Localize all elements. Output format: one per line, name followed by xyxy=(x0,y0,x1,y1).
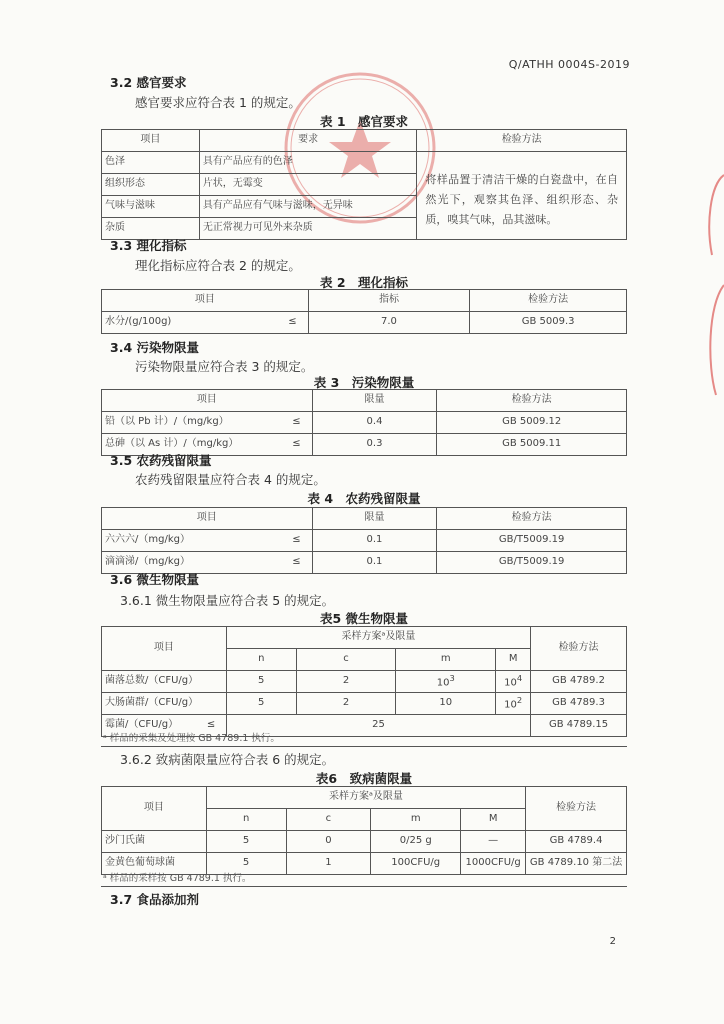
table-caption: 表6 致病菌限量 xyxy=(315,771,413,786)
table-cell: GB 4789.4 xyxy=(526,831,627,853)
table-cell: ≤ xyxy=(277,312,308,334)
table-cell: 将样品置于清洁干燥的白瓷盘中，在自然光下，观察其色泽、组织形态、杂质，嗅其气味，品其滋味。 xyxy=(417,152,627,240)
table-cell: 滴滴涕/（mg/kg） xyxy=(102,552,282,574)
table-header: c xyxy=(286,809,371,831)
page-number: 2 xyxy=(609,936,616,947)
table-cell: 25 xyxy=(226,715,530,737)
table-cell: GB 5009.11 xyxy=(437,434,627,456)
table-cell: $10^4$ xyxy=(496,671,531,693)
microbial-table xyxy=(101,626,627,737)
table-header: 检验方法 xyxy=(417,130,627,152)
table-cell: — xyxy=(461,831,526,853)
table-cell: 2 xyxy=(296,693,396,715)
table-header: 项目 xyxy=(102,130,200,152)
table-caption: 表 3 污染物限量 xyxy=(313,375,415,390)
table-cell: GB 4789.15 xyxy=(531,715,627,737)
table-header: n xyxy=(226,649,296,671)
table-cell: 10 xyxy=(396,693,496,715)
table-header: 检验方法 xyxy=(470,290,627,312)
table-cell: GB 4789.3 xyxy=(531,693,627,715)
footnote-rule xyxy=(101,886,627,887)
table-header: n xyxy=(206,809,286,831)
table-header: M xyxy=(496,649,531,671)
paragraph: 3.6.1 微生物限量应符合表 5 的规定。 xyxy=(120,593,335,608)
sensory-table xyxy=(101,129,627,240)
table-header: 限量 xyxy=(312,390,437,412)
table-header: 指标 xyxy=(308,290,470,312)
paragraph: 污染物限量应符合表 3 的规定。 xyxy=(135,359,314,374)
table-cell: GB 4789.2 xyxy=(531,671,627,693)
table-cell: 1000CFU/g xyxy=(461,853,526,875)
table-cell: $10^3$ xyxy=(396,671,496,693)
table-cell: 组织形态 xyxy=(102,174,200,196)
table-header: m xyxy=(371,809,461,831)
table-header: c xyxy=(296,649,396,671)
table-cell: 菌落总数/（CFU/g） xyxy=(102,671,227,693)
table-cell: 气味与滋味 xyxy=(102,196,200,218)
table-cell: 0/25 g xyxy=(371,831,461,853)
adjacent-page-seal-fragment xyxy=(702,165,724,415)
table-cell: GB/T5009.19 xyxy=(437,530,627,552)
table-cell: 金黄色葡萄球菌 xyxy=(102,853,207,875)
table-header: 项目 xyxy=(102,627,227,671)
table-header: M xyxy=(461,809,526,831)
table-header: 限量 xyxy=(312,508,437,530)
table-header: 项目 xyxy=(102,508,313,530)
table-cell: ≤ xyxy=(281,434,312,456)
table-cell: $10^2$ xyxy=(496,693,531,715)
table-header: 检验方法 xyxy=(437,390,627,412)
table-caption: 表5 微生物限量 xyxy=(319,611,409,626)
table-cell: 大肠菌群/（CFU/g） xyxy=(102,693,227,715)
table-header: 检验方法 xyxy=(531,627,627,671)
paragraph: 理化指标应符合表 2 的规定。 xyxy=(135,258,301,273)
footnote-rule xyxy=(101,746,627,747)
contaminant-table xyxy=(101,389,627,456)
doc-code: Q/ATHH 0004S-2019 xyxy=(508,58,630,71)
table-cell: 7.0 xyxy=(308,312,470,334)
paragraph: 3.6.2 致病菌限量应符合表 6 的规定。 xyxy=(120,752,335,767)
table-footnote: ᵃ 样品的采样按 GB 4789.1 执行。 xyxy=(103,873,252,884)
table-caption: 表 2 理化指标 xyxy=(319,275,409,290)
table-cell: 2 xyxy=(296,671,396,693)
table-caption: 表 4 农药残留限量 xyxy=(307,491,421,506)
table-cell: 5 xyxy=(206,853,286,875)
section-heading: 3.4 污染物限量 xyxy=(110,340,199,355)
table-cell: ≤ xyxy=(196,715,226,737)
table-cell: 具有产品应有气味与滋味，无异味 xyxy=(199,196,417,218)
table-cell: 霉菌/（CFU/g） xyxy=(102,715,197,737)
table-cell: ≤ xyxy=(281,530,312,552)
table-cell: 5 xyxy=(206,831,286,853)
section-heading: 3.5 农药残留限量 xyxy=(110,453,212,468)
table-cell: 0.4 xyxy=(312,412,437,434)
table-header: 项目 xyxy=(102,290,309,312)
physicochemical-table xyxy=(101,289,627,334)
table-cell: 总砷（以 As 计）/（mg/kg） xyxy=(102,434,282,456)
table-header: 采样方案ᵃ及限量 xyxy=(226,627,530,649)
table-header: m xyxy=(396,649,496,671)
table-cell: 铅（以 Pb 计）/（mg/kg） xyxy=(102,412,282,434)
table-cell: 5 xyxy=(226,671,296,693)
paragraph: 农药残留限量应符合表 4 的规定。 xyxy=(135,472,326,487)
table-header: 检验方法 xyxy=(437,508,627,530)
table-cell: 片状，无霉变 xyxy=(199,174,417,196)
table-cell: 100CFU/g xyxy=(371,853,461,875)
pesticide-table xyxy=(101,507,627,574)
table-cell: 0 xyxy=(286,831,371,853)
table-cell: 5 xyxy=(226,693,296,715)
table-footnote: ᵃ 样品的采集及处理按 GB 4789.1 执行。 xyxy=(103,733,280,744)
table-cell: 具有产品应有的色泽 xyxy=(199,152,417,174)
table-header: 要求 xyxy=(199,130,417,152)
table-caption: 表 1 感官要求 xyxy=(319,114,409,129)
table-header: 项目 xyxy=(102,787,207,831)
table-cell: GB 5009.3 xyxy=(470,312,627,334)
table-cell: GB/T5009.19 xyxy=(437,552,627,574)
table-cell: 六六六/（mg/kg） xyxy=(102,530,282,552)
section-heading: 3.6 微生物限量 xyxy=(110,572,199,587)
table-cell: GB 4789.10 第二法 xyxy=(526,853,627,875)
paragraph: 感官要求应符合表 1 的规定。 xyxy=(135,95,301,110)
table-cell: 0.1 xyxy=(312,530,437,552)
table-cell: ≤ xyxy=(281,412,312,434)
table-cell: ≤ xyxy=(281,552,312,574)
table-header: 检验方法 xyxy=(526,787,627,831)
table-cell: 杂质 xyxy=(102,218,200,240)
table-cell: 1 xyxy=(286,853,371,875)
table-header: 项目 xyxy=(102,390,313,412)
section-heading: 3.2 感官要求 xyxy=(110,75,187,90)
pathogen-table xyxy=(101,786,627,875)
table-cell: 沙门氏菌 xyxy=(102,831,207,853)
table-cell: 0.3 xyxy=(312,434,437,456)
section-heading: 3.7 食品添加剂 xyxy=(110,892,199,907)
table-cell: 色泽 xyxy=(102,152,200,174)
section-heading: 3.3 理化指标 xyxy=(110,238,187,253)
table-cell: 0.1 xyxy=(312,552,437,574)
table-cell: GB 5009.12 xyxy=(437,412,627,434)
table-cell: 无正常视力可见外来杂质 xyxy=(199,218,417,240)
table-cell: 水分/(g/100g) xyxy=(102,312,278,334)
table-header: 采样方案ᵃ及限量 xyxy=(206,787,525,809)
